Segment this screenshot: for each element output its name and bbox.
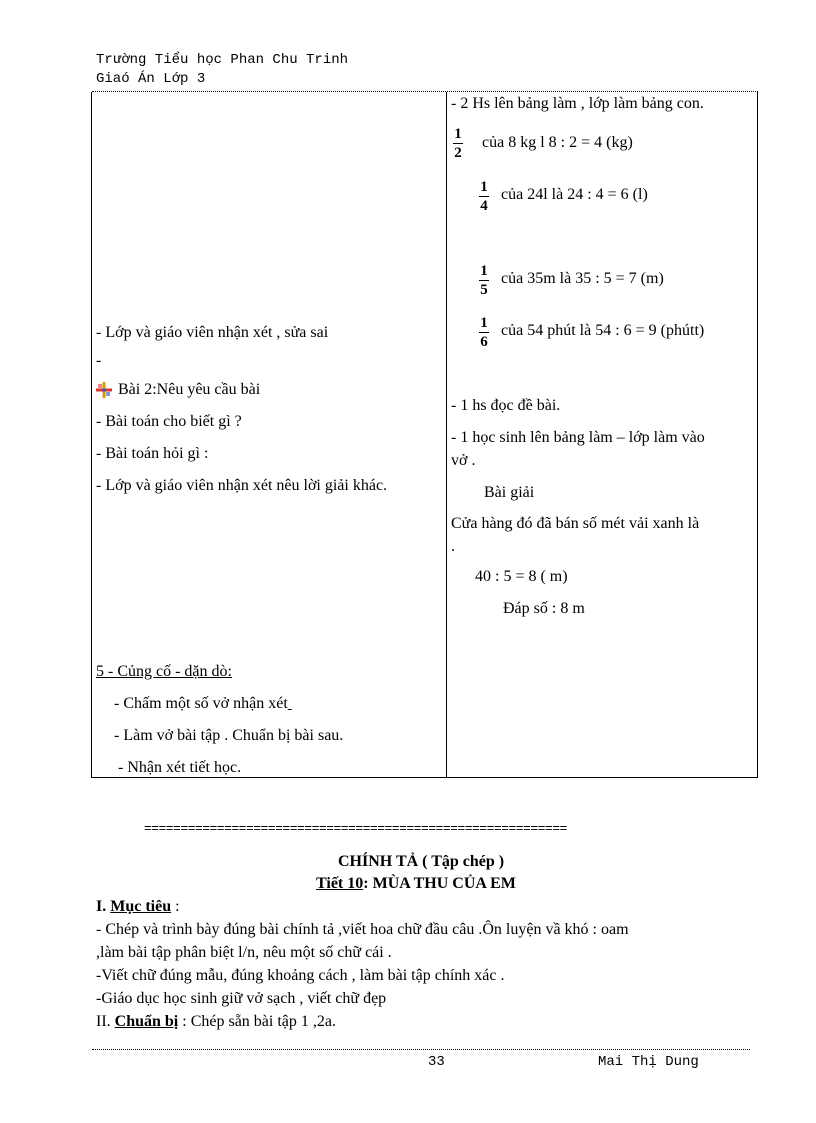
question-given: - Bài toán cho biết gì ? bbox=[96, 413, 242, 430]
fraction-denominator: 5 bbox=[480, 282, 488, 298]
solution-statement-cont: . bbox=[451, 538, 455, 555]
bullet-star-icon bbox=[96, 382, 112, 398]
question-other-solutions: - Lớp và giáo viên nhận xét nêu lời giải khác. bbox=[96, 477, 388, 494]
lesson-number: Tiết 10 bbox=[316, 875, 364, 892]
preparation-line bbox=[96, 1013, 336, 1031]
review-item-2: - Làm vở bài tập . Chuẩn bị bài sau. bbox=[114, 727, 344, 744]
fraction-denominator: 2 bbox=[454, 145, 462, 161]
table-left-border bbox=[91, 92, 92, 778]
page-number: 33 bbox=[428, 1054, 445, 1070]
teacher-note-correction: - Lớp và giáo viên nhận xét , sửa sai bbox=[96, 324, 329, 341]
question-asked: - Bài toán hỏi gì : bbox=[96, 445, 209, 462]
board-work-line: - 2 Hs lên bảng làm , lớp làm bảng con. bbox=[451, 95, 704, 112]
fraction-1-4 bbox=[479, 179, 489, 214]
fraction-numerator: 1 bbox=[480, 263, 488, 279]
fraction-1-2-text: của 8 kg l 8 : 2 = 4 (kg) bbox=[482, 134, 633, 151]
preparation-label: Chuẩn bị bbox=[114, 1013, 179, 1030]
table-bottom-border bbox=[91, 777, 758, 778]
fraction-1-6 bbox=[479, 315, 489, 350]
dash-line: - bbox=[96, 352, 102, 369]
section-5-heading bbox=[96, 663, 232, 681]
document-subtitle: Giaó Án Lớp 3 bbox=[96, 71, 206, 87]
solution-statement: Cửa hàng đó đã bán số mét vải xanh là bbox=[451, 515, 700, 532]
fraction-1-4-text: của 24l là 24 : 4 = 6 (l) bbox=[501, 186, 648, 203]
calculation-line: 40 : 5 = 8 ( m) bbox=[475, 568, 568, 585]
fraction-denominator: 6 bbox=[480, 334, 488, 350]
lesson-name: : MÙA THU CỦA EM bbox=[363, 875, 516, 892]
section-5-label: 5 - Củng cố - dặn dò: bbox=[96, 663, 232, 680]
objectives-label: Mục tiêu bbox=[110, 898, 172, 915]
objective-1-cont: ,làm bài tập phân biệt l/n, nêu một số chữ cái . bbox=[96, 944, 392, 961]
board-solve-line-cont: vở . bbox=[451, 452, 476, 469]
fraction-numerator: 1 bbox=[454, 126, 462, 142]
fraction-1-5-text: của 35m là 35 : 5 = 7 (m) bbox=[501, 270, 664, 287]
header-rule bbox=[92, 91, 758, 92]
lesson-title: CHÍNH TẢ ( Tập chép ) bbox=[338, 853, 505, 870]
review-item-1-text: - Chấm một số vở nhận xét bbox=[114, 695, 288, 712]
lesson-subtitle bbox=[316, 875, 516, 893]
preparation-number: II. bbox=[96, 1013, 115, 1030]
objective-1: - Chép và trình bày đúng bài chính tả ,viết hoa chữ đầu câu .Ôn luyện vầ khó : oam bbox=[96, 921, 629, 938]
fraction-numerator: 1 bbox=[480, 179, 488, 195]
objectives-heading bbox=[96, 898, 180, 916]
review-item-3: - Nhận xét tiết học. bbox=[118, 759, 242, 776]
fraction-1-6-text: của 54 phút là 54 : 6 = 9 (phútt) bbox=[501, 322, 705, 339]
footer-rule bbox=[92, 1049, 750, 1050]
exercise-2-label: Bài 2:Nêu yêu cầu bài bbox=[118, 381, 261, 398]
table-right-border bbox=[757, 92, 758, 778]
objective-2: -Viết chữ đúng mẫu, đúng khoảng cách , làm bài tập chính xác . bbox=[96, 967, 505, 984]
answer-line: Đáp số : 8 m bbox=[503, 600, 585, 617]
read-problem-line: - 1 hs đọc đề bài. bbox=[451, 397, 561, 414]
solution-heading: Bài giải bbox=[484, 484, 535, 501]
objective-3: -Giáo dục học sinh giữ vở sạch , viết chữ đẹp bbox=[96, 990, 387, 1007]
objectives-colon: : bbox=[171, 898, 180, 915]
school-name: Trường Tiểu học Phan Chu Trinh bbox=[96, 52, 349, 68]
table-middle-border bbox=[446, 92, 447, 778]
author-name: Mai Thị Dung bbox=[598, 1054, 699, 1070]
board-solve-line: - 1 học sinh lên bảng làm – lớp làm vào bbox=[451, 429, 705, 446]
review-item-1 bbox=[114, 695, 292, 713]
fraction-numerator: 1 bbox=[480, 315, 488, 331]
preparation-text: : Chép sẵn bài tập 1 ,2a. bbox=[178, 1013, 336, 1030]
underscore-mark bbox=[288, 695, 292, 712]
fraction-1-5 bbox=[479, 263, 489, 298]
separator-line: ========================================================== bbox=[144, 820, 567, 835]
exercise-2-heading bbox=[96, 381, 260, 399]
fraction-denominator: 4 bbox=[480, 198, 488, 214]
fraction-1-2 bbox=[453, 126, 463, 161]
objectives-number: I. bbox=[96, 898, 111, 915]
